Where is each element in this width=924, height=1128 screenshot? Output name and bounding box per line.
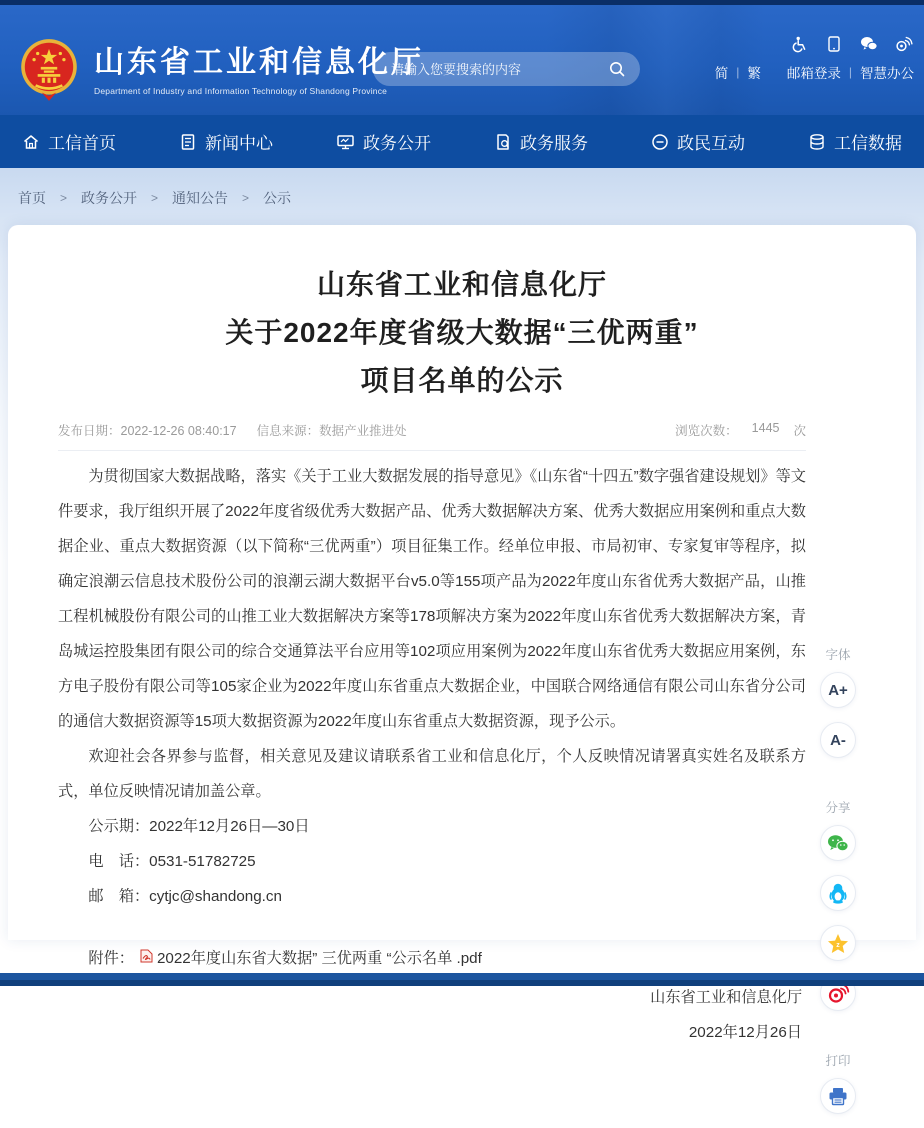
search-icon[interactable] xyxy=(606,58,628,80)
nav-label: 工信数据 xyxy=(834,134,902,153)
site-subtitle: Department of Industry and Information Technology of Shandong Province xyxy=(94,86,388,96)
paragraph-1: 为贯彻国家大数据战略，落实《关于工业大数据发展的指导意见》《山东省“十四五”数字强省建设规划》等文件要求，我厅组织开展了2022年度省级优秀大数据产品、优秀大数据解决方案、优秀大数据应用案例和重点大数据企业、重点大数据资源（以下简称“三优两重”）项目征集工作。经单位申报、市局初审、专家复审等程序，拟确定浪潮云信息技术股份公司的浪潮云湖大数据平台v5.0等155项产品为2022年度山东省优秀大数据产品，山推工程机械股份有限公司的山推工业大数据解决方案等178项解决方案为2022年度山东省优秀大数据解决方案，青岛城运控股集团有限公司的综合交通算法平台应用等102项应用案例为2022年度山东省优秀大数据应用案例，东方电子股份有限公司等105家企业为2022年度山东省重点大数据企业，中国联合网络通信有限公司山东省分公司的通信大数据资源等15项大数据资源为2022年度山东省重点大数据资源，现予公示。 xyxy=(58,468,806,730)
database-icon xyxy=(808,133,826,151)
signature-date: 2022年12月26日 xyxy=(688,1024,802,1041)
national-emblem-logo xyxy=(16,36,82,106)
nav-label: 政务服务 xyxy=(520,134,588,153)
mail-login-link[interactable]: 邮箱登录 xyxy=(786,66,841,81)
nav-item-gov-disclosure[interactable] xyxy=(336,129,431,154)
nav-item-data[interactable] xyxy=(808,129,902,154)
header-right xyxy=(684,35,914,82)
nav-label: 政民互动 xyxy=(677,134,745,153)
breadcrumb-home[interactable]: 首页 xyxy=(18,190,46,206)
phone-line: 电 话：0531-51782725 xyxy=(88,853,256,870)
breadcrumb-separator: > xyxy=(242,191,250,205)
nav-label: 政务公开 xyxy=(363,134,431,153)
attachment-row xyxy=(58,941,806,976)
publicity-period-line: 公示期：2022年12月26日—30日 xyxy=(88,818,310,835)
link-divider: | xyxy=(848,65,852,79)
print-label: 打印 xyxy=(825,1054,851,1068)
article-card xyxy=(8,225,916,1068)
article-title-line3: 项目名单的公示 xyxy=(360,365,564,396)
breadcrumb-separator: > xyxy=(60,191,68,205)
nav-item-gov-services[interactable] xyxy=(494,129,588,154)
site-title: 山东省工业和信息化厅 xyxy=(94,46,424,79)
share-wechat-button[interactable] xyxy=(820,825,856,861)
service-icon xyxy=(494,133,512,151)
attachment-label: 附件： xyxy=(88,950,134,967)
info-source: 信息来源：数据产业推进处 xyxy=(256,424,407,438)
interact-icon xyxy=(651,133,669,151)
nav-item-interaction[interactable] xyxy=(651,129,745,154)
share-label: 分享 xyxy=(825,801,851,815)
article-title xyxy=(68,261,856,405)
lang-traditional-link[interactable]: 繁 xyxy=(747,66,761,81)
search-box xyxy=(373,52,640,86)
monitor-icon xyxy=(336,133,355,151)
mobile-icon[interactable] xyxy=(825,35,842,52)
attachment-file-link[interactable]: 2022年度山东省大数据” 三优两重 “公示名单 .pdf xyxy=(156,950,482,967)
article-meta xyxy=(58,421,806,451)
tool-rail xyxy=(810,645,866,1128)
main-nav xyxy=(0,115,924,168)
breadcrumb-notices[interactable]: 通知公告 xyxy=(172,190,229,206)
nav-item-news[interactable] xyxy=(179,129,273,154)
share-qq-button[interactable] xyxy=(820,875,856,911)
lang-simplified-link[interactable]: 简 xyxy=(714,66,729,81)
printer-icon xyxy=(828,1087,848,1106)
print-button[interactable] xyxy=(820,1078,856,1114)
views-label: 浏览次数： xyxy=(675,424,738,438)
svg-text:z: z xyxy=(836,941,840,949)
news-icon xyxy=(179,133,197,151)
views-count: 1445 xyxy=(751,421,780,435)
weibo-icon[interactable] xyxy=(895,35,912,52)
publish-date: 发布日期：2022-12-26 08:40:17 xyxy=(58,424,237,438)
smart-office-link[interactable]: 智慧办公 xyxy=(860,66,914,81)
font-size-label: 字体 xyxy=(825,648,851,662)
signature-block xyxy=(58,980,806,1050)
qzone-share-icon xyxy=(827,933,849,954)
link-divider: | xyxy=(736,65,740,79)
site-header xyxy=(0,5,924,115)
article-body xyxy=(58,459,806,1050)
nav-item-home[interactable] xyxy=(22,129,116,154)
weibo-share-icon xyxy=(827,983,849,1003)
footer-top-bar xyxy=(0,973,924,986)
home-icon xyxy=(22,133,40,151)
search-input[interactable] xyxy=(391,62,606,77)
wechat-share-icon xyxy=(827,834,849,853)
accessibility-icon[interactable] xyxy=(790,35,807,52)
email-line: 邮 箱：cytjc@shandong.cn xyxy=(88,888,282,905)
views-unit: 次 xyxy=(793,424,806,438)
header-quick-icons xyxy=(790,35,914,52)
breadcrumb-gov-disclosure[interactable]: 政务公开 xyxy=(81,190,138,206)
font-decrease-button[interactable]: A- xyxy=(820,722,856,758)
qq-share-icon xyxy=(829,883,847,904)
share-qzone-button[interactable] xyxy=(820,925,856,961)
breadcrumb-separator: > xyxy=(151,191,159,205)
breadcrumb-current: 公示 xyxy=(263,190,292,206)
article-title-line1: 山东省工业和信息化厅 xyxy=(316,269,607,300)
signature-org: 山东省工业和信息化厅 xyxy=(650,989,802,1006)
font-increase-button[interactable]: A+ xyxy=(820,672,856,708)
wechat-icon[interactable] xyxy=(860,35,877,52)
nav-label: 工信首页 xyxy=(48,134,116,153)
article-title-line2: 关于2022年度省级大数据“三优两重” xyxy=(225,317,699,348)
paragraph-2: 欢迎社会各界参与监督，相关意见及建议请联系省工业和信息化厅，个人反映情况请署真实姓名及联系方式，单位反映情况请加盖公章。 xyxy=(58,748,806,800)
nav-label: 新闻中心 xyxy=(205,134,273,153)
pdf-icon xyxy=(140,949,153,963)
header-links xyxy=(715,62,914,82)
breadcrumb xyxy=(18,188,291,208)
